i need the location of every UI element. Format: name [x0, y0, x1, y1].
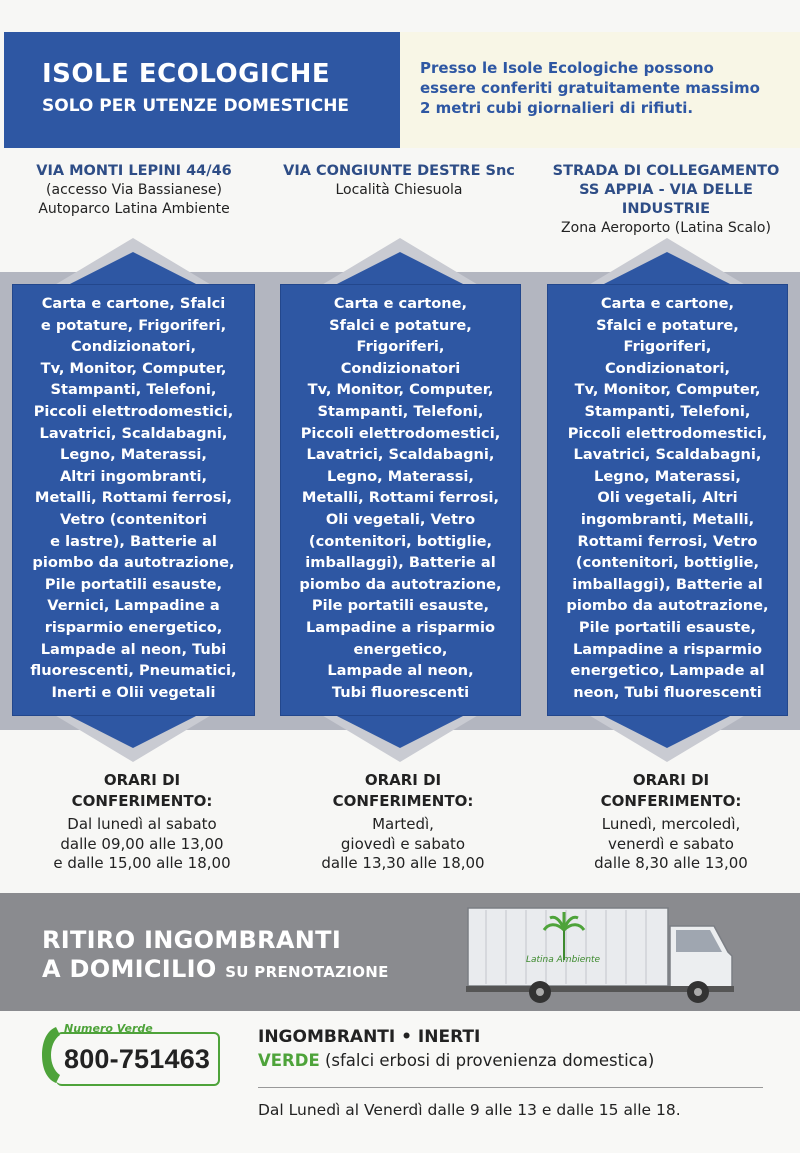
- orari-hours: [11, 815, 273, 874]
- material-line: e lastre), Batterie al: [50, 532, 217, 550]
- material-line: Frigoriferi,: [623, 338, 712, 356]
- material-line: Oli vegetali, Altri: [597, 489, 738, 507]
- truck-illustration: [466, 906, 742, 1004]
- orari-title: ORARI DI: [632, 771, 710, 789]
- orari-title: CONFERIMENTO:: [71, 792, 213, 810]
- material-line: Stampanti, Telefoni,: [584, 402, 751, 420]
- material-line: fluorescenti, Pneumatici,: [30, 662, 237, 680]
- material-line: Frigoriferi,: [356, 338, 445, 356]
- material-line: Tv, Monitor, Computer,: [574, 381, 761, 399]
- orari-line: dalle 09,00 alle 13,00: [60, 834, 224, 853]
- material-line: Sfalci e potature,: [329, 316, 472, 334]
- orari-hours: [540, 815, 800, 874]
- header-note-line: essere conferiti gratuitamente massimo: [420, 79, 760, 97]
- material-line: Vetro (contenitori: [60, 510, 207, 528]
- material-line: imballaggi), Batterie al: [305, 554, 496, 572]
- material-line: risparmio energetico,: [44, 618, 223, 636]
- orari-hours: [272, 815, 534, 874]
- material-line: Stampanti, Telefoni,: [317, 402, 484, 420]
- materials-box-2: [280, 284, 521, 716]
- address-street: STRADA DI COLLEGAMENTO: [552, 163, 780, 179]
- material-line: imballaggi), Batterie al: [572, 575, 763, 593]
- address-detail: Autoparco Latina Ambiente: [38, 201, 230, 217]
- material-line: Tv, Monitor, Computer,: [40, 359, 227, 377]
- material-line: piombo da autotrazione,: [566, 597, 769, 615]
- address-street: SS APPIA - VIA DELLE INDUSTRIE: [579, 182, 753, 217]
- materials-box-3: [547, 284, 788, 716]
- orari-line: giovedì e sabato: [340, 834, 466, 853]
- orari-block-2: [272, 770, 534, 874]
- services-verde: [258, 1050, 654, 1072]
- material-line: Inerti e Olii vegetali: [51, 683, 216, 701]
- material-line: Tubi fluorescenti: [331, 683, 470, 701]
- header-title-block: [4, 32, 400, 148]
- material-line: Condizionatori,: [70, 338, 197, 356]
- material-line: Lavatrici, Scaldabagni,: [573, 446, 762, 464]
- material-line: energetico, Lampade al: [570, 662, 765, 680]
- orari-title: CONFERIMENTO:: [600, 792, 742, 810]
- orari-block-3: [540, 770, 800, 874]
- material-line: energetico,: [353, 640, 448, 658]
- ritiro-line1: RITIRO INGOMBRANTI: [42, 926, 342, 954]
- material-line: neon, Tubi fluorescenti: [573, 683, 762, 701]
- material-line: ingombranti, Metalli,: [580, 510, 755, 528]
- truck-brand-text: Latina Ambiente: [526, 955, 601, 965]
- material-line: Sfalci e potature,: [596, 316, 739, 334]
- orari-line: Lunedì, mercoledì,: [601, 815, 741, 833]
- material-line: (contenitori, bottiglie,: [308, 532, 493, 550]
- material-line: Legno, Materassi,: [327, 467, 474, 485]
- orari-title: ORARI DI: [103, 771, 181, 789]
- header-note-line: Presso le Isole Ecologiche possono: [420, 59, 714, 77]
- orari-line: Martedì,: [372, 815, 434, 833]
- material-line: Piccoli elettrodomestici,: [300, 424, 501, 442]
- material-line: e potature, Frigoriferi,: [40, 316, 227, 334]
- material-line: Piccoli elettrodomestici,: [33, 402, 234, 420]
- material-line: Stampanti, Telefoni,: [50, 381, 217, 399]
- page-subtitle: SOLO PER UTENZE DOMESTICHE: [42, 96, 350, 116]
- orari-line: e dalle 15,00 alle 18,00: [53, 854, 231, 872]
- orari-title: ORARI DI: [364, 771, 442, 789]
- material-line: Metalli, Rottami ferrosi,: [34, 489, 233, 507]
- numero-verde-number[interactable]: 800-751463: [64, 1044, 211, 1074]
- material-line: Legno, Materassi,: [594, 467, 741, 485]
- address-detail: Località Chiesuola: [335, 182, 463, 198]
- material-line: piombo da autotrazione,: [299, 575, 502, 593]
- material-line: Lampadine a risparmio: [572, 640, 762, 658]
- ritiro-line2: [42, 955, 389, 987]
- address-street: VIA CONGIUNTE DESTRE Snc: [283, 163, 515, 179]
- location-address-3: [535, 162, 797, 238]
- material-line: Condizionatori: [340, 359, 461, 377]
- material-line: Carta e cartone,: [333, 295, 468, 312]
- address-detail: (accesso Via Bassianese): [46, 182, 222, 198]
- materials-box-1: [12, 284, 255, 716]
- material-line: Carta e cartone,: [600, 295, 735, 312]
- services-title: INGOMBRANTI • INERTI: [258, 1027, 481, 1047]
- material-line: Legno, Materassi,: [60, 446, 207, 464]
- material-line: Lampade al neon,: [327, 662, 474, 680]
- orari-block-1: [11, 770, 273, 874]
- ritiro-title: [42, 926, 389, 987]
- material-line: Oli vegetali, Vetro: [325, 510, 476, 528]
- material-line: Rottami ferrosi, Vetro: [577, 532, 758, 550]
- material-line: piombo da autotrazione,: [32, 554, 235, 572]
- header-note-line: 2 metri cubi giornalieri di rifiuti.: [420, 99, 694, 117]
- numero-verde-label: Numero Verde: [64, 1022, 153, 1035]
- divider: [258, 1087, 763, 1088]
- services-schedule: Dal Lunedì al Venerdì dalle 9 alle 13 e dalle 15 alle 18.: [258, 1101, 681, 1119]
- material-line: Lampade al neon, Tubi: [40, 640, 227, 658]
- header: [0, 32, 800, 148]
- material-line: Altri ingombranti,: [59, 467, 208, 485]
- location-address-1: [3, 162, 265, 219]
- verde-detail: (sfalci erbosi di provenienza domestica): [324, 1051, 655, 1070]
- material-line: Lavatrici, Scaldabagni,: [306, 446, 495, 464]
- orari-line: venerdì e sabato: [608, 834, 734, 853]
- material-line: (contenitori, bottiglie,: [575, 554, 760, 572]
- material-line: Lampadine a risparmio: [305, 618, 495, 636]
- address-detail: Zona Aeroporto (Latina Scalo): [561, 220, 771, 236]
- address-street: VIA MONTI LEPINI 44/46: [36, 163, 232, 179]
- orari-line: dalle 8,30 alle 13,00: [594, 854, 748, 872]
- material-line: Lavatrici, Scaldabagni,: [39, 424, 228, 442]
- material-line: Tv, Monitor, Computer,: [307, 381, 494, 399]
- verde-word: VERDE: [258, 1051, 320, 1070]
- material-line: Pile portatili esauste,: [44, 575, 223, 593]
- page-title: ISOLE ECOLOGICHE: [42, 59, 331, 89]
- orari-line: Dal lunedì al sabato: [67, 815, 217, 833]
- material-line: Pile portatili esauste,: [578, 618, 757, 636]
- material-line: Vernici, Lampadine a: [47, 597, 220, 615]
- ritiro-line2-suffix: SU PRENOTAZIONE: [225, 963, 389, 981]
- ritiro-line2-main: A DOMICILIO: [42, 955, 217, 983]
- material-line: Pile portatili esauste,: [311, 597, 490, 615]
- location-address-2: [268, 162, 530, 200]
- header-note: [400, 32, 800, 148]
- orari-line: dalle 13,30 alle 18,00: [321, 854, 485, 872]
- material-line: Piccoli elettrodomestici,: [567, 424, 768, 442]
- orari-title: CONFERIMENTO:: [332, 792, 474, 810]
- material-line: Condizionatori,: [604, 359, 731, 377]
- material-line: Carta e cartone, Sfalci: [41, 295, 226, 312]
- phone-icon: [38, 1023, 64, 1087]
- material-line: Metalli, Rottami ferrosi,: [301, 489, 500, 507]
